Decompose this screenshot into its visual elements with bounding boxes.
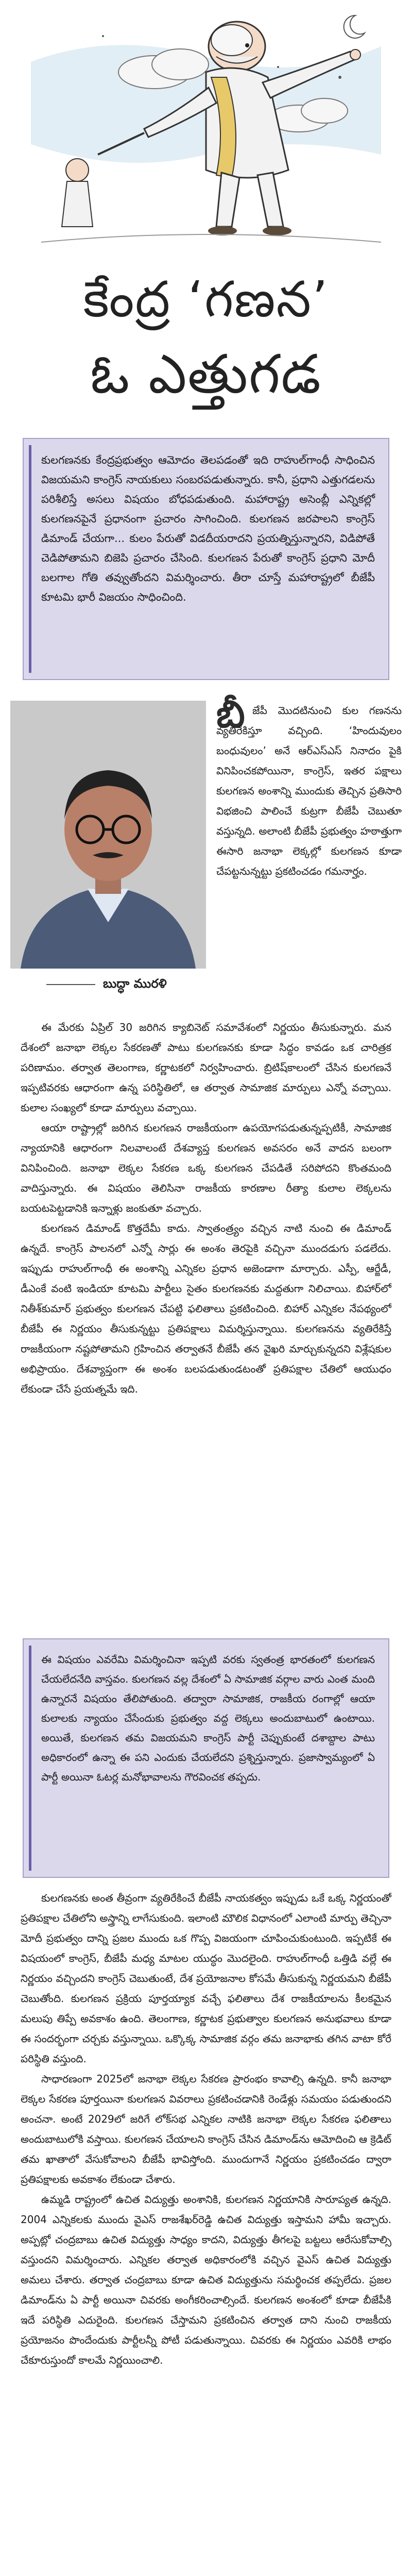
body-paragraph: ఈ మేరకు ఏప్రిల్ 30 జరిగిన క్యాబినెట్ సమావేశంలో నిర్ణయం తీసుకున్నారు. మన దేశంలో జనాభా లెక్కల సేకరణతో పాటు కులగణనకు కూడా సిద్ధం కావడం ఒక చారిత్రక పరిణామం. తర్వాత తెలంగాణ, కర్ణాటకలో నిర్వహించారు. బ్రిటిష్‌కాలంలో చేసిన కులగణనే ఇప్పటివరకు ఆధారంగా ఉన్న పరిస్థితిలో, ఆ తర్వాత సామాజిక మార్పులు ఎన్నో వచ్చాయి. కులాల సంఖ్యలో కూడా మార్పులు వచ్చాయి. [21, 1021, 391, 1114]
cartoon-illustration [21, 0, 391, 258]
body-section-2 [21, 1888, 391, 2576]
body-paragraph: ఉమ్మడి రాష్ట్రంలో ఉచిత విద్యుత్తు అంశానికి, కులగణన నిర్ణయానికి సారూప్యత ఉన్నది. 2004 ఎన్నికలకు ముందు వైఎస్ రాజశేఖర్‌రెడ్డి ఉచిత విద్యుత్తు ఇస్తామని హామీ ఇచ్చారు. అప్పట్లో చంద్రబాబు ఉచిత విద్యుత్తు సాధ్యం కాదని, విద్యుత్తు తీగలపై బట్టలు ఆరేసుకోవాల్సి వస్తుందని విమర్శించారు. ఎన్నికల తర్వాత అధికారంలోకి వచ్చిన వైఎస్ ఉచిత విద్యుత్తు అమలు చేశారు. తర్వాత చంద్రబాబు కూడా ఉచిత విద్యుత్తును సమర్థించక తప్పలేదు. ప్రజల డిమాండ్‌ను ఏ పార్టీ అయినా చివరకు అంగీకరించాల్సిందే. కులగణన అంశంలో కూడా బీజేపీకి ఇదే పరిస్థితి ఎదురైంది. కులగణన చేస్తామని ప్రకటించిన తర్వాత దాని నుంచి రాజకీయ ప్రయోజనం పొందేందుకు పార్టీలన్నీ పోటీ పడుతున్నాయి. చివరకు ఈ నిర్ణయం ఎవరికి లాభం చేకూరుస్తుందో కాలమే నిర్ణయించాలి. [21, 2193, 391, 2366]
body-paragraph: సాధారణంగా 2025లో జనాభా లెక్కల సేకరణ ప్రారంభం కావాల్సి ఉన్నది. కానీ జనాభా లెక్కల సేకరణ పూర్తయినా కులగణన వివరాలు ప్రకటించడానికి రెండేళ్లు సమయం పడుతుందని అంచనా. అంటే 2029లో జరిగే లోక్‌సభ ఎన్నికల నాటికి జనాభా లెక్కల సేకరణ ఫలితాలు అందుబాటులోకి వస్తాయి. కులగణన చేయాలని కాంగ్రెస్ చేసిన డిమాండ్‌ను ఆమోదించి ఆ క్రెడిట్ తమ ఖాతాలో వేసుకోవాలని బీజేపీ భావిస్తోంది. ముందుగానే నిర్ణయం ప్రకటించడం ద్వారా ప్రతిపక్షాలకు అవకాశం లేకుండా చేశారు. [21, 2073, 391, 2185]
body-section-1 [21, 1018, 391, 1625]
author-photo [10, 701, 206, 989]
body-paragraph: కులగణన డిమాండ్ కొత్తదేమీ కాదు. స్వాతంత్ర్యం వచ్చిన నాటి నుంచి ఈ డిమాండ్ ఉన్నదే. కాంగ్రెస్ పాలనలో ఎన్నో సార్లు ఈ అంశం తెరపైకి వచ్చినా ముందడుగు పడలేదు. ఇప్పుడు రాహుల్‌గాంధీ ఈ అంశాన్ని ఎన్నికల ప్రధాన అజెండాగా మార్చారు. ఎస్పీ, ఆర్జేడీ, డీఎంకే వంటి ఇండియా కూటమి పార్టీలు సైతం కులగణనకు మద్దతుగా నిలిచాయి. బిహార్‌లో నితీశ్‌కుమార్ ప్రభుత్వం కులగణన చేపట్టి ఫలితాలు ప్రకటించింది. బిహార్ ఎన్నికల నేపథ్యంలో బీజేపీ ఈ నిర్ణయం తీసుకున్నట్టు ప్రతిపక్షాలు విమర్శిస్తున్నాయి. కులగణనను వ్యతిరేకిస్తే రాజకీయంగా నష్టపోతామని గ్రహించిన తర్వాతనే బీజేపీ తన వైఖరి మార్చుకున్నదని విశ్లేషకుల అభిప్రాయం. దేశవ్యాప్తంగా ఈ అంశం బలపడుతుండటంతో ప్రతిపక్షాల చేతిలో ఆయుధం లేకుండా చేసే ప్రయత్నమే ఇది. [21, 1222, 391, 1395]
quote-text: ఈ విషయం ఎవరేమి విమర్శించినా ఇప్పటి వరకు స్వతంత్ర భారతంలో కులగణన చేయలేదనేది వాస్తవం. కులగణన వల్ల దేశంలో ఏ సామాజిక వర్గాల వారు ఎంత మంది ఉన్నారనే విషయం తేలిపోతుంది. తద్వారా సామాజిక, రాజకీయ రంగాల్లో ఆయా కులాలకు న్యాయం చేసేందుకు ప్రభుత్వం వద్ద లెక్కలు అందుబాటులో ఉంటాయి. అయితే, కులగణన తమ విజయమని కాంగ్రెస్ పార్టీ చెప్పుకుంటే దశాబ్దాల పాటు అధికారంలో ఉన్నా ఈ పని ఎందుకు చేయలేదని ప్రశ్నిస్తున్నారు. ప్రజాస్వామ్యంలో ఏ పార్టీ అయినా ఓటర్ల మనోభావాలను గౌరవించక తప్పదు. [41, 1653, 375, 1783]
body-paragraph: ఆయా రాష్ట్రాల్లో జరిగిన కులగణన రాజకీయంగా ఉపయోగపడుతున్నప్పటికీ, సామాజిక న్యాయానికి ఆధారంగా నిలవాలంటే దేశవ్యాప్త కులగణన అవసరం అనే వాదన బలంగా వినిపించింది. జనాభా లెక్కల సేకరణ ఒక్క కులగణన చేపడితే సరిపోదని కొంతమంది వాదిస్తున్నారు. ఈ విషయం తెలిసినా రాజకీయ కారణాల రీత్యా కులాల లెక్కలను బయటపెట్టడానికి ఇన్నాళ్లు జంకుతూ వచ్చారు. [21, 1122, 391, 1214]
body-paragraph: కులగణనకు అంత తీవ్రంగా వ్యతిరేకించే బీజేపీ నాయకత్వం ఇప్పుడు ఒకే ఒక్క నిర్ణయంతో ప్రతిపక్షాల చేతిలోని అస్త్రాన్ని లాగేసుకుంది. ఇలాంటి మౌలిక విధానంలో ఎలాంటి మార్పు తెచ్చినా మోదీ ప్రభుత్వం దాన్ని ప్రజల ముందు ఒక గొప్ప విజయంగా చూపించుకుంటుంది. ఇప్పటికే ఈ విషయంలో కాంగ్రెస్, బీజేపీ మధ్య మాటల యుద్ధం మొదలైంది. రాహుల్‌గాంధీ ఒత్తిడి వల్లే ఈ నిర్ణయం వచ్చిందని కాంగ్రెస్ చెబుతుంటే, దేశ ప్రయోజనాల కోసమే తీసుకున్న నిర్ణయమని బీజేపీ చెబుతోంది. కులగణన ప్రక్రియ పూర్తయ్యాక వచ్చే ఫలితాలు దేశ రాజకీయాలను కీలకమైన మలుపు తిప్పే అవకాశం ఉంది. తెలంగాణ, కర్ణాటక ప్రభుత్వాల కులగణన అనుభవాలు కూడా ఈ సందర్భంగా చర్చకు వస్తున్నాయి. ఒక్కొక్క సామాజిక వర్గం తమ జనాభాకు తగిన వాటా కోరే పరిస్థితి వస్తుంది. [21, 1892, 391, 2065]
lead-column [216, 701, 402, 1005]
intro-text: కులగణనకు కేంద్రప్రభుత్వం ఆమోదం తెలపడంతో ఇది రాహుల్‌గాంధీ సాధించిన విజయమని కాంగ్రెస్ నాయకులు సంబరపడుతున్నారు. కానీ, ప్రధాని ఎత్తుగడలను పరిశీలిస్తే అసలు విషయం బోధపడుతుంది. మహారాష్ట్ర అసెంబ్లీ ఎన్నికల్లో కులగణనపైనే ప్రధానంగా ప్రచారం సాగించింది. కులగణన జరపాలని కాంగ్రెస్ డిమాండ్ చేయగా... కులం పేరుతో విడదీయరాదని ప్రయత్నిస్తున్నారని, విడిపోతే చెడిపోతామని బిజెపి ప్రచారం చేసింది. కులగణన పేరుతో కాంగ్రెస్ ప్రధాని మోదీ బలగాల గోతి తవ్వుతోందని విమర్శించారు. తీరా చూస్తే మహారాష్ట్రలో బీజేపీ కూటమి భారీ విజయం సాధించింది. [41, 454, 375, 603]
author-byline: బుద్ధా మురళి [103, 976, 167, 991]
highlight-quote-box [23, 1638, 389, 1878]
intro-box [23, 438, 389, 680]
headline-line-1: కేంద్ర ‘గణన’ [83, 270, 329, 328]
headline-line-2: ఓ ఎత్తుగడ [90, 343, 322, 405]
drop-cap: బీ [216, 692, 245, 736]
lead-paragraph: జేపీ మొదటినుంచి కుల గణనను వ్యతిరేకిస్తూ వచ్చింది. ‘హిందువులం బంధువులం’ అనే ఆర్ఎస్ఎస్ నినాదం పైకి వినిపించకపోయినా, కాంగ్రెస్, ఇతర పక్షాలు కులగణన అంశాన్ని ముందుకు తెచ్చిన ప్రతిసారి విభజించి పాలించే కుట్రగా బీజేపీ చెబుతూ వస్తున్నది. అలాంటి బీజేపీ ప్రభుత్వం హఠాత్తుగా ఈసారి జనాభా లెక్కల్లో కులగణన కూడా చేపట్టనున్నట్టు ప్రకటించడం గమనార్హం. [216, 704, 402, 877]
byline-rule [46, 984, 95, 985]
